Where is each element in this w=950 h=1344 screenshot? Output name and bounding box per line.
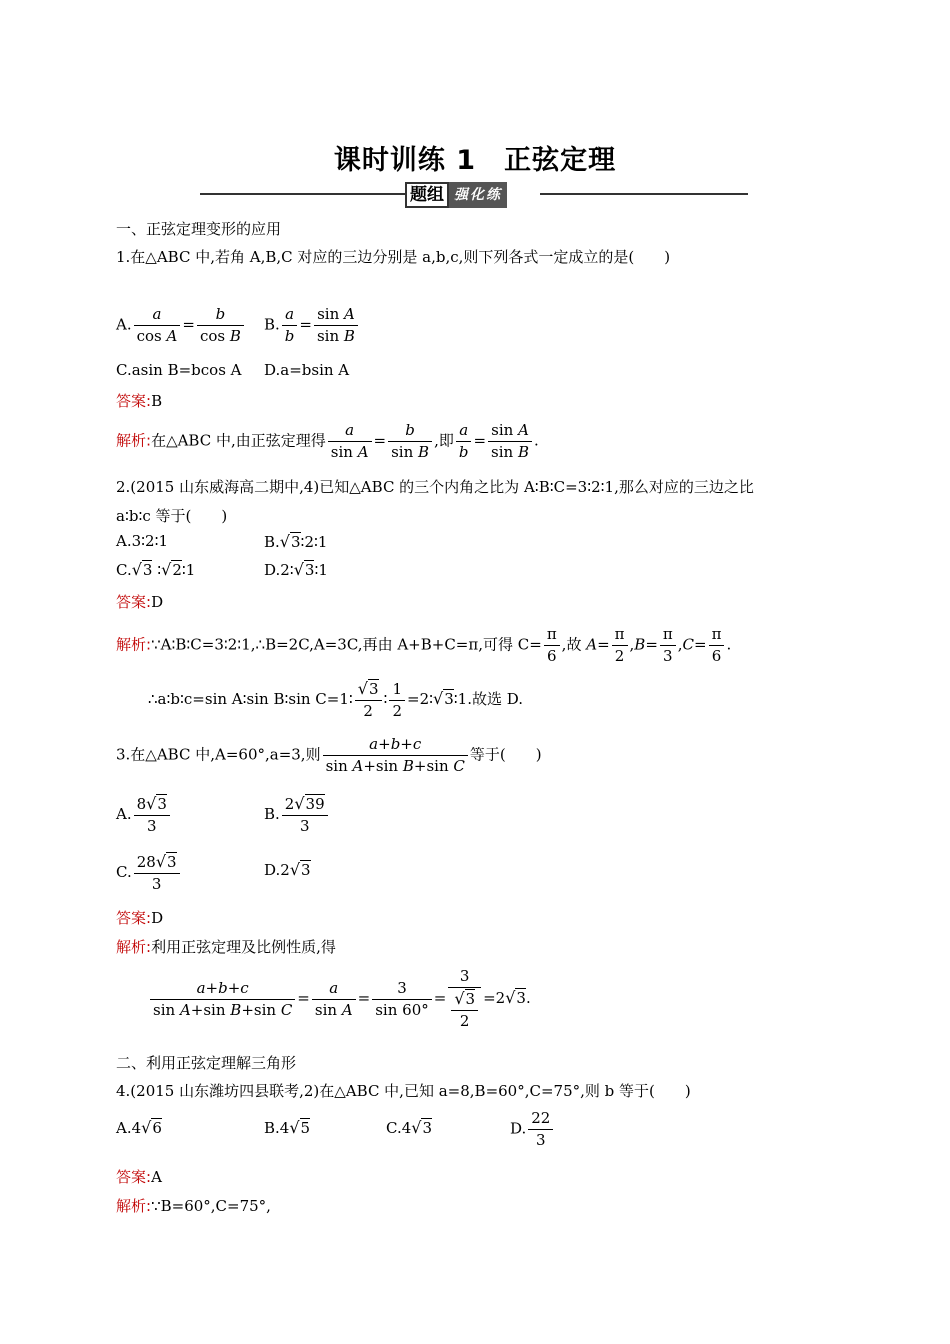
question-2-stem-line2: a∶b∶c 等于( ) [116,507,228,525]
question-1-option-a: A. $\frac{a}{\text{cos A}}$ = $\frac{b}{\text{cos B}}$ [116,304,246,347]
question-2-option-a: A.3∶2∶1 [116,532,169,550]
question-2-answer: 答案:D [116,593,164,611]
question-3-option-d: D.2√3 [264,860,311,879]
question-3-derivation: $\frac{a+b+c}{\text{sin A+sin B+sin C}}$ = $\frac{a}{\text{sin A}}$ = $\frac{3}{\sin 60^\circ}$ = $\frac{3}{\frac{√3}{2}}$ =2√3. [148,966,531,1032]
question-4-option-a: A.4√6 [116,1118,162,1137]
question-2-analysis-line2: ∴a∶b∶c=sin A∶sin B∶sin C=1∶ $\frac{√3}{2}$ ∶ $\frac{1}{2}$ =2∶√3∶1.故选 D. [148,679,524,720]
question-4-option-c: C.4√3 [386,1118,433,1137]
question-2-stem-line1: 2.(2015 山东威海高二期中,4)已知△ABC 的三个内角之比为 A∶B∶C=3∶2∶1,那么对应的三边之比 [116,478,754,496]
section-heading-2: 二、利用正弦定理解三角形 [116,1054,297,1072]
question-3-stem: 3.在△ABC 中,A=60°,a=3,则 $\frac{a+b+c}{\text{sin A+sin B+sin C}}$ 等于( ) [116,735,542,775]
question-4-option-d: D. $\frac{22}{3}$ [510,1108,555,1151]
question-2-analysis-line1: 解析:∵A∶B∶C=3∶2∶1,∴B=2C,A=3C,再由 A+B+C=π,可得 C= $\frac{\pi}{6}$ ,故 A= $\frac{\pi}{2}$ ,B= $\frac{\pi}{3}$ ,C= $\frac{\pi}{6}$ . [116,625,732,665]
question-1-analysis: 解析:在△ABC 中,由正弦定理得 $\frac{a}{\text{sin A}}$ = $\frac{b}{\text{sin B}}$ ,即 $\frac{a}{b}$ = $\frac{\text{sin A}}{\text{sin B}}$ . [116,421,539,461]
section-badge [405,182,507,208]
question-1-option-d: D.a=bsin A [264,361,350,379]
title-rule-right [540,193,748,195]
page-title: 课时训练 1 正弦定理 [333,145,617,176]
question-1-answer: 答案:B [116,392,163,410]
question-3-option-c: C. $\frac{28√3}{3}$ [116,851,182,895]
question-4-option-b: B.4√5 [264,1118,311,1137]
question-4-stem: 4.(2015 山东潍坊四县联考,2)在△ABC 中,已知 a=8,B=60°,C=75°,则 b 等于( ) [116,1082,691,1100]
question-4-answer: 答案:A [116,1168,162,1186]
title-rule-left [200,193,405,195]
question-3-option-b: B. $\frac{2√39}{3}$ [264,793,330,837]
badge-right: 强化练 [449,182,507,208]
question-3-answer: 答案:D [116,909,164,927]
question-3-analysis: 解析:利用正弦定理及比例性质,得 [116,938,336,956]
question-2-option-b: B.√3∶2∶1 [264,532,328,551]
question-3-option-a: A. $\frac{8√3}{3}$ [116,793,172,837]
badge-left: 题组 [405,182,449,208]
question-1-option-c: C.asin B=bcos A [116,361,242,379]
question-1-stem: 1.在△ABC 中,若角 A,B,C 对应的三边分别是 a,b,c,则下列各式一定成立的是( ) [116,248,671,266]
question-2-option-d: D.2∶√3∶1 [264,560,328,579]
section-heading-1: 一、正弦定理变形的应用 [116,220,282,238]
question-2-option-c: C.√3 ∶√2∶1 [116,560,196,579]
question-1-option-b: B. $\frac{a}{b}$ = $\frac{\text{sin A}}{\text{sin B}}$ [264,304,360,347]
question-4-analysis: 解析:∵B=60°,C=75°, [116,1197,271,1215]
